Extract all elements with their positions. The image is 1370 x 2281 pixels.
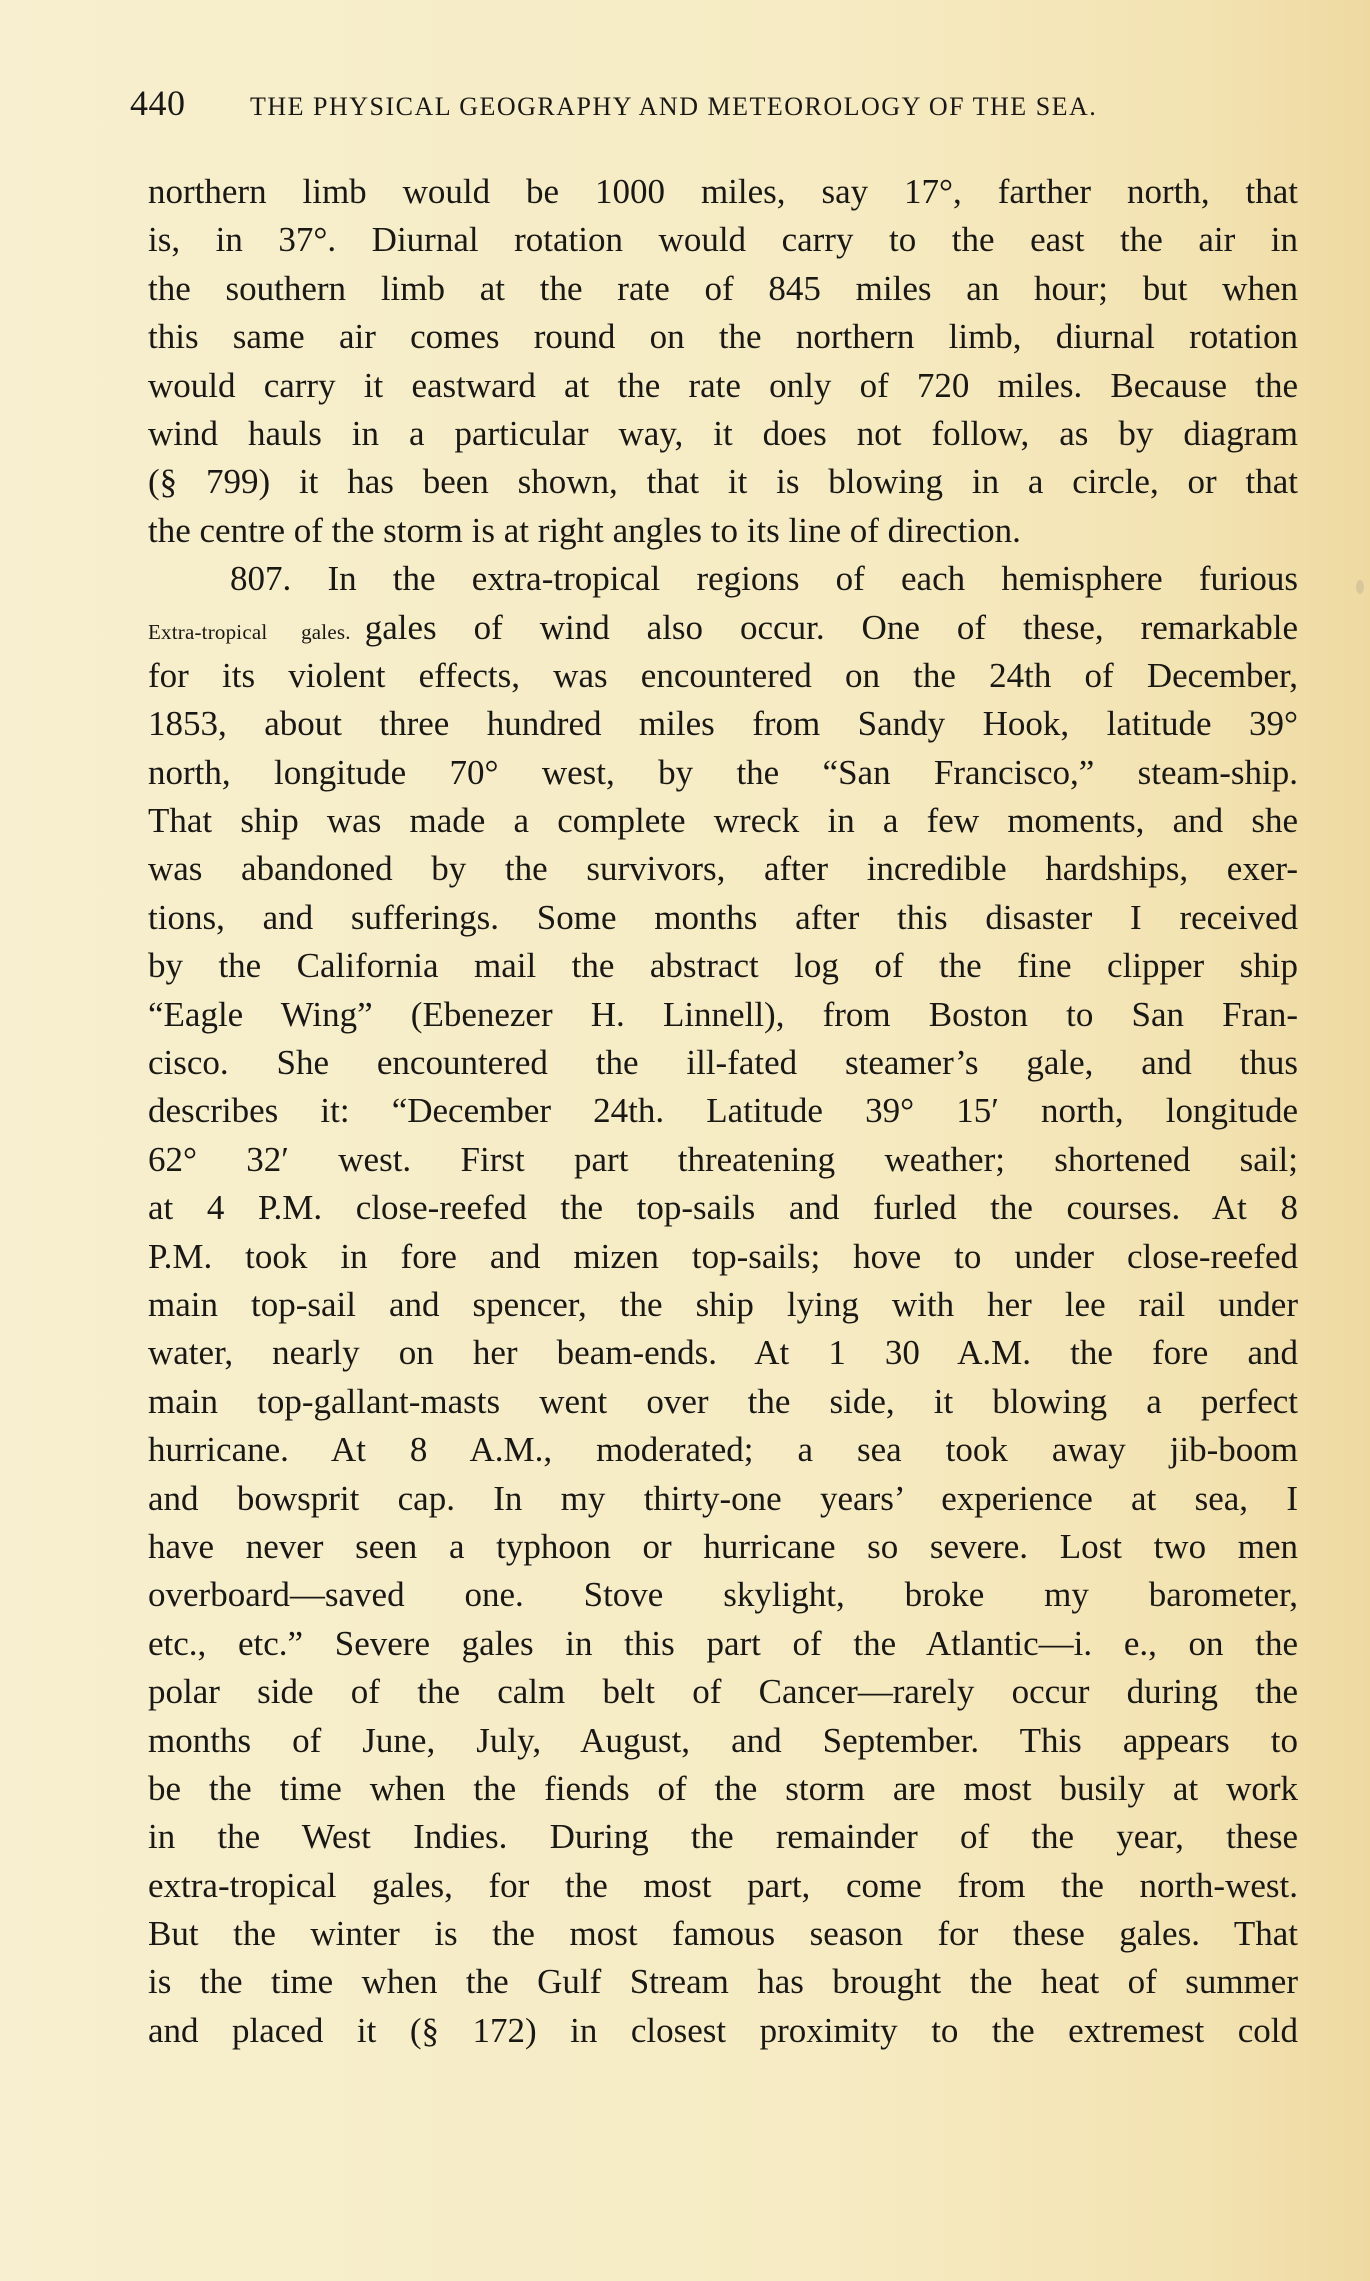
- text-line: have never seen a typhoon or hurricane so severe. Lost two men: [148, 1526, 1298, 1566]
- text-line: “Eagle Wing” (Ebenezer H. Linnell), from Boston to San Fran-: [148, 994, 1298, 1034]
- text-line: main top-sail and spencer, the ship lying with her lee rail under: [148, 1284, 1298, 1324]
- body-text: [148, 168, 1298, 2055]
- text-line: overboard—saved one. Stove skylight, broke my barometer,: [148, 1575, 1298, 1615]
- text-line: P.M. took in fore and mizen top-sails; hove to under close-reefed: [148, 1236, 1298, 1276]
- text-line: the southern limb at the rate of 845 miles an hour; but when: [148, 268, 1298, 308]
- text-line-with-side-note: [148, 604, 1298, 652]
- text-line: cisco. She encountered the ill-fated steamer’s gale, and thus: [148, 1043, 1298, 1083]
- text-line: describes it: “December 24th. Latitude 39° 15′ north, longitude: [148, 1091, 1298, 1131]
- paper-blemish: [1356, 580, 1364, 594]
- text-line: the centre of the storm is at right angles to its line of direction.: [148, 510, 1021, 550]
- text-line: months of June, July, August, and September. This appears to: [148, 1720, 1298, 1760]
- text-line: That ship was made a complete wreck in a few moments, and she: [148, 801, 1298, 841]
- text-line: is the time when the Gulf Stream has brought the heat of summer: [148, 1962, 1298, 2002]
- text-line: etc., etc.” Severe gales in this part of the Atlantic—i. e., on the: [148, 1623, 1298, 1663]
- page-number: 440: [130, 83, 186, 123]
- page-header: [130, 82, 1245, 132]
- text-line: north, longitude 70° west, by the “San Francisco,” steam-ship.: [148, 752, 1298, 792]
- text-line: main top-gallant-masts went over the side, it blowing a perfect: [148, 1381, 1298, 1421]
- text-line: would carry it eastward at the rate only of 720 miles. Because the: [148, 365, 1298, 405]
- text-line: at 4 P.M. close-reefed the top-sails and furled the courses. At 8: [148, 1188, 1298, 1228]
- text-line: in the West Indies. During the remainder of the year, these: [148, 1817, 1298, 1857]
- text-line: this same air comes round on the northern limb, diurnal rotation: [148, 317, 1298, 357]
- running-head: THE PHYSICAL GEOGRAPHY AND METEOROLOGY OF THE SEA.: [250, 92, 1098, 121]
- text-line: (§ 799) it has been shown, that it is blowing in a circle, or that: [148, 462, 1298, 502]
- side-note: Extra-tropical gales.: [148, 619, 351, 644]
- text-line: hurricane. At 8 A.M., moderated; a sea took away jib-boom: [148, 1430, 1298, 1470]
- text-line: northern limb would be 1000 miles, say 17°, farther north, that: [148, 172, 1298, 211]
- text-line: 62° 32′ west. First part threatening weather; shortened sail;: [148, 1139, 1298, 1179]
- text-line: for its violent effects, was encountered on the 24th of December,: [148, 655, 1298, 695]
- text-line: be the time when the fiends of the storm are most busily at work: [148, 1768, 1298, 1808]
- text-line: by the California mail the abstract log of the fine clipper ship: [148, 946, 1298, 986]
- text-line: was abandoned by the survivors, after incredible hardships, exer-: [148, 849, 1298, 889]
- text-line: water, nearly on her beam-ends. At 1 30 A.M. the fore and: [148, 1333, 1298, 1373]
- text-line: 1853, about three hundred miles from Sandy Hook, latitude 39°: [148, 704, 1298, 744]
- text-line: extra-tropical gales, for the most part, come from the north-west.: [148, 1865, 1298, 1905]
- paragraph-807-start: 807. In the extra-tropical regions of each hemisphere furious: [230, 559, 1298, 599]
- text-line: But the winter is the most famous season for these gales. That: [148, 1914, 1298, 1954]
- text-line: gales of wind also occur. One of these, remarkable: [364, 607, 1298, 647]
- text-line: and bowsprit cap. In my thirty-one years’ experience at sea, I: [148, 1478, 1298, 1518]
- text-line: polar side of the calm belt of Cancer—rarely occur during the: [148, 1672, 1298, 1712]
- text-line: and placed it (§ 172) in closest proximity to the extremest cold: [148, 2010, 1298, 2050]
- text-line: wind hauls in a particular way, it does not follow, as by diagram: [148, 413, 1298, 453]
- text-line: is, in 37°. Diurnal rotation would carry to the east the air in: [148, 220, 1298, 260]
- text-line: tions, and sufferings. Some months after this disaster I received: [148, 897, 1298, 937]
